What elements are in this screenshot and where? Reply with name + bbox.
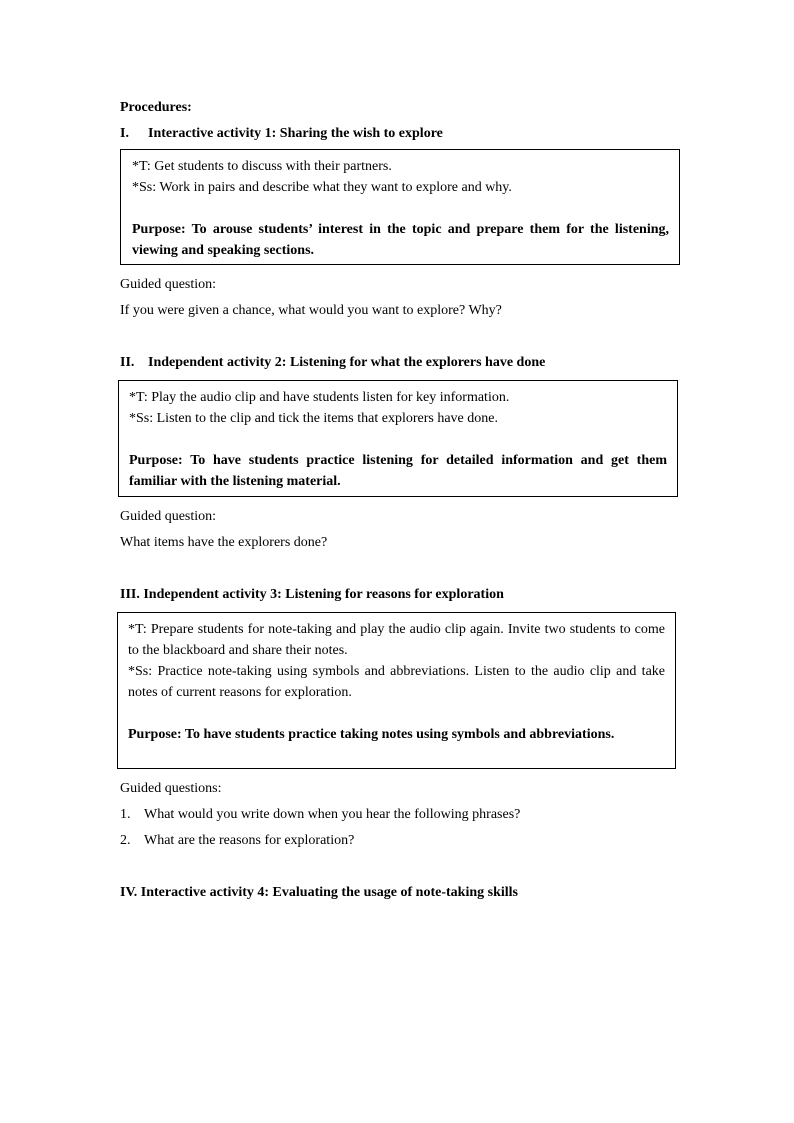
section-1-question-1: If you were given a chance, what would you want to explore? Why? — [120, 303, 502, 318]
section-2-numeral: II. — [120, 355, 135, 370]
section-2-heading — [120, 352, 545, 373]
question-text: What are the reasons for exploration? — [144, 833, 355, 848]
section-3-purpose: Purpose: To have students practice taking notes using symbols and abbreviations. — [128, 727, 615, 742]
section-3-students: *Ss: Practice note-taking using symbols and abbreviations. Listen to the audio clip and take notes of current reasons for exploration. — [128, 664, 665, 700]
section-2-box — [118, 380, 678, 497]
section-2-question-1: What items have the explorers done? — [120, 535, 328, 550]
section-4-heading — [120, 882, 518, 903]
section-3-guided-label: Guided questions: — [120, 781, 222, 796]
section-2-students: *Ss: Listen to the clip and tick the items that explorers have done. — [129, 411, 498, 426]
section-3-question-1 — [120, 804, 520, 825]
section-1-box — [120, 149, 680, 265]
section-2-purpose: Purpose: To have students practice listening for detailed information and get them familiar with the listening material. — [129, 453, 667, 489]
section-1-numeral: I. — [120, 126, 129, 141]
section-1-students: *Ss: Work in pairs and describe what they want to explore and why. — [132, 180, 512, 195]
section-2-teacher: *T: Play the audio clip and have students listen for key information. — [129, 390, 510, 405]
procedures-label: Procedures: — [120, 100, 192, 115]
question-text: What would you write down when you hear the following phrases? — [144, 807, 521, 822]
section-3-question-2 — [120, 830, 354, 851]
section-1-purpose: Purpose: To arouse students’ interest in the topic and prepare them for the listening, viewing and speaking sections. — [132, 222, 669, 258]
section-4-title: Interactive activity 4: Evaluating the usage of note-taking skills — [140, 885, 518, 900]
question-number: 2. — [120, 833, 131, 848]
section-3-heading — [120, 584, 504, 605]
section-2-guided-label: Guided question: — [120, 509, 217, 524]
section-2-title: Independent activity 2: Listening for what the explorers have done — [148, 355, 546, 370]
section-1-teacher: *T: Get students to discuss with their partners. — [132, 159, 392, 174]
section-3-teacher: *T: Prepare students for note-taking and play the audio clip again. Invite two students to come to the blackboard and share their notes. — [128, 622, 665, 658]
section-1-title: Interactive activity 1: Sharing the wish to explore — [148, 126, 443, 141]
section-1-guided-label: Guided question: — [120, 277, 217, 292]
section-3-numeral: III. — [120, 587, 140, 602]
section-1-heading — [120, 123, 443, 144]
question-number: 1. — [120, 807, 131, 822]
section-3-box — [117, 612, 676, 769]
section-4-numeral: IV. — [120, 885, 138, 900]
section-3-title: Independent activity 3: Listening for reasons for exploration — [143, 587, 504, 602]
